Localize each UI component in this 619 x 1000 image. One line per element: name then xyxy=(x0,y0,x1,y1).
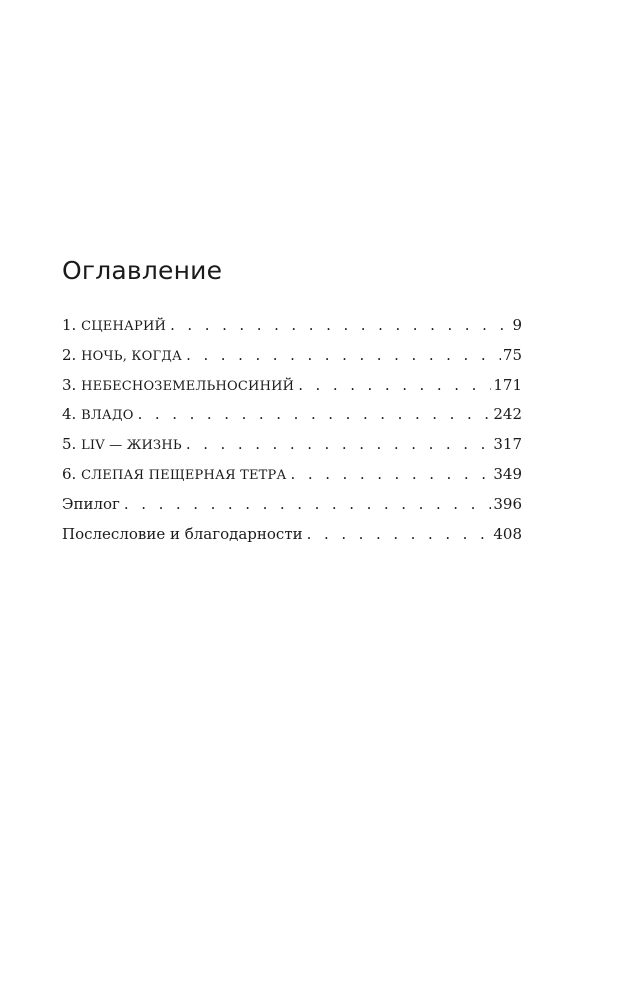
toc-entry-page: 242 xyxy=(493,405,522,424)
toc-entry-label xyxy=(62,346,186,364)
dot-leader xyxy=(307,525,492,543)
toc-entry-page: 171 xyxy=(493,375,522,394)
toc-entry-title: Послесловие и благодарности xyxy=(62,524,303,543)
dot-leader xyxy=(291,465,492,483)
toc-entry-number: 3. xyxy=(62,375,77,394)
toc-entry-epilogue[interactable] xyxy=(62,495,522,525)
toc-entry-label xyxy=(62,376,298,394)
toc-entry-label xyxy=(62,495,124,513)
toc-entry-label xyxy=(62,435,186,453)
toc-entry-number: 2. xyxy=(62,345,77,364)
toc-entry-page: 75 xyxy=(502,345,522,364)
dot-leader xyxy=(138,405,492,423)
toc-entry-title: ВЛАДО xyxy=(81,408,134,424)
toc-entry-label xyxy=(62,316,170,334)
toc-entry-title: НОЧЬ, КОГДА xyxy=(81,348,183,364)
dot-leader xyxy=(170,316,510,334)
toc-entry-label xyxy=(62,465,291,483)
toc-entry-number: 5. xyxy=(62,435,77,454)
toc-entry-3[interactable] xyxy=(62,376,522,406)
toc-entry-page: 408 xyxy=(493,524,522,543)
dot-leader xyxy=(124,495,491,513)
dot-leader xyxy=(186,435,492,453)
toc-entry-5[interactable] xyxy=(62,435,522,465)
toc-entry-number: 6. xyxy=(62,464,77,483)
dot-leader xyxy=(186,346,501,364)
toc-entry-title: Эпилог xyxy=(62,494,120,513)
toc-entry-label xyxy=(62,525,307,543)
toc-entry-4[interactable] xyxy=(62,405,522,435)
toc-entry-title: LIV — ЖИЗНЬ xyxy=(81,438,182,454)
table-of-contents xyxy=(62,316,522,554)
toc-entry-1[interactable] xyxy=(62,316,522,346)
toc-entry-6[interactable] xyxy=(62,465,522,495)
toc-entry-page: 9 xyxy=(512,316,522,334)
toc-heading: Оглавление xyxy=(62,256,223,285)
toc-entry-title: СЛЕПАЯ ПЕЩЕРНАЯ ТЕТРА xyxy=(81,467,287,483)
toc-entry-afterword[interactable] xyxy=(62,525,522,555)
toc-entry-page: 396 xyxy=(493,494,522,513)
toc-entry-page: 349 xyxy=(493,464,522,483)
toc-entry-number: 4. xyxy=(62,405,77,424)
toc-entry-label xyxy=(62,405,138,423)
toc-entry-title: НЕБЕСНОЗЕМЕЛЬНОСИНИЙ xyxy=(81,378,295,394)
toc-entry-title: СЦЕНАРИЙ xyxy=(81,319,167,334)
toc-entry-page: 317 xyxy=(493,435,522,454)
toc-entry-number: 1. xyxy=(62,316,77,334)
dot-leader xyxy=(298,376,491,394)
toc-entry-2[interactable] xyxy=(62,346,522,376)
